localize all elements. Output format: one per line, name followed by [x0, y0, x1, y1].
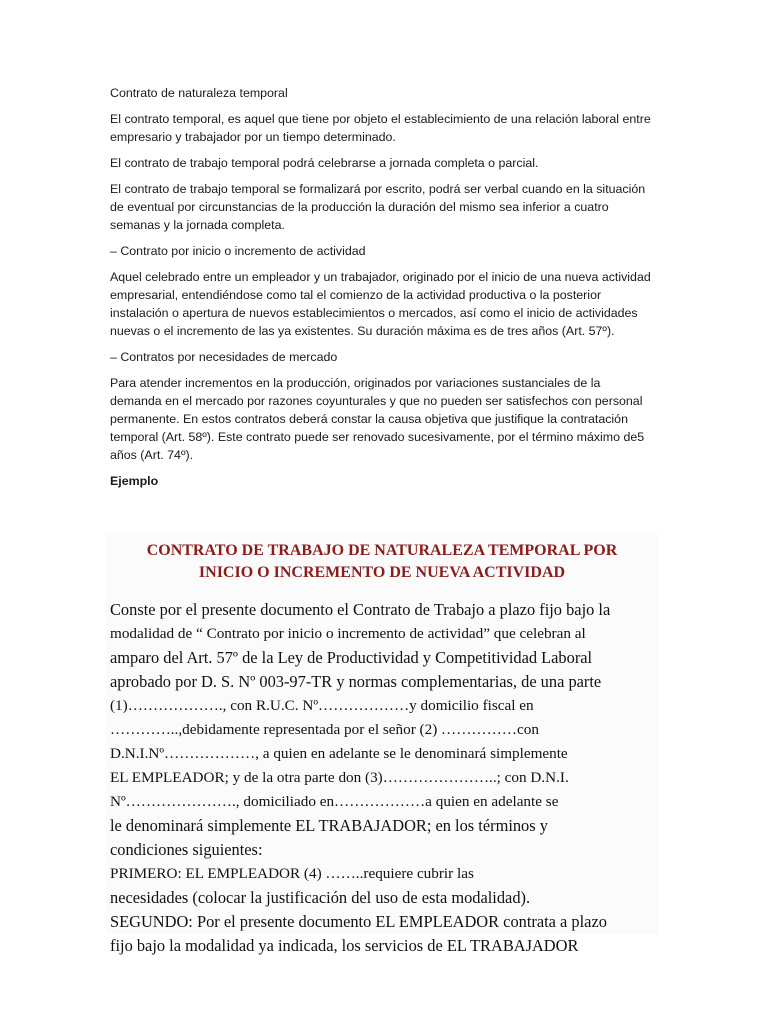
article-heading: Contrato de naturaleza temporal: [110, 86, 288, 100]
paragraph-definition: El contrato temporal, es aquel que tiene por objeto el establecimiento de una relación laboral entre empresario y trabajador por un tiempo determinado.: [110, 112, 651, 144]
contract-line: Nº…………………., domiciliado en………………a quien en adelante se: [110, 793, 559, 810]
contract-line: D.N.I.Nº………………, a quien en adelante se le denominará simplemente: [110, 745, 568, 762]
contract-title: [106, 540, 658, 584]
example-label: Ejemplo: [110, 474, 159, 488]
contract-line: EL EMPLEADOR; y de la otra parte don (3)…………………..; con D.N.I.: [110, 769, 569, 786]
document-body: [110, 84, 655, 490]
contract-line: PRIMERO: EL EMPLEADOR (4) ……..requiere cubrir las: [110, 865, 474, 882]
contract-title-line-2: INICIO O INCREMENTO DE NUEVA ACTIVIDAD: [198, 564, 566, 581]
contract-line: condiciones siguientes:: [110, 840, 263, 859]
paragraph-jornada: El contrato de trabajo temporal podrá celebrarse a jornada completa o parcial.: [110, 156, 539, 170]
contract-line: …………..,debidamente representada por el señor (2) ……………con: [110, 721, 539, 738]
contract-line: necesidades (colocar la justificación del uso de esta modalidad).: [110, 888, 531, 907]
section-text-inicio-actividad: Aquel celebrado entre un empleador y un trabajador, originado por el inicio de una nueva actividad empresarial, entendiéndose como tal el comienzo de la actividad productiva o la posterior instalación o apertura de nuevos establecimientos o mercados, así como el inicio de actividades nuevas o el incremento de las ya existentes. Su duración máxima es de tres años (Art. 57º).: [110, 270, 651, 338]
contract-line: aprobado por D. S. Nº 003-97-TR y normas complementarias, de una parte: [110, 672, 602, 691]
contract-line: (1)………………., con R.U.C. Nº………………y domicilio fiscal en: [110, 697, 534, 714]
contract-line: fijo bajo la modalidad ya indicada, los servicios de EL TRABAJADOR: [110, 936, 579, 955]
contract-line: Conste por el presente documento el Contrato de Trabajo a plazo fijo bajo la: [110, 600, 611, 619]
contract-line: SEGUNDO: Por el presente documento EL EMPLEADOR contrata a plazo: [110, 912, 607, 931]
contract-body: [106, 598, 658, 958]
section-heading-necesidades-mercado: – Contratos por necesidades de mercado: [110, 350, 338, 364]
contract-title-line-1: CONTRATO DE TRABAJO DE NATURALEZA TEMPORAL POR: [146, 542, 618, 559]
section-text-necesidades-mercado: Para atender incrementos en la producción, originados por variaciones sustanciales de la demanda en el mercado por razones coyunturales y que no pueden ser satisfechos con personal permanente. En estos contratos deberá constar la causa objetiva que justifique la contratación temporal (Art. 58º). Este contrato puede ser renovado sucesivamente, por el término máximo de5 años (Art. 74º).: [110, 376, 645, 462]
contract-line: amparo del Art. 57º de la Ley de Productividad y Competitividad Laboral: [110, 648, 593, 667]
contract-example-image: [106, 532, 658, 955]
paragraph-formalizacion: El contrato de trabajo temporal se formalizará por escrito, podrá ser verbal cuando en la situación de eventual por circunstancias de la producción la duración del mismo sea inferior a cuatro semanas y la jornada completa.: [110, 182, 646, 232]
contract-line: modalidad de “ Contrato por inicio o incremento de actividad” que celebran al: [110, 625, 586, 642]
section-heading-inicio-actividad: – Contrato por inicio o incremento de actividad: [110, 244, 366, 258]
contract-line: le denominará simplemente EL TRABAJADOR; en los términos y: [110, 816, 548, 835]
